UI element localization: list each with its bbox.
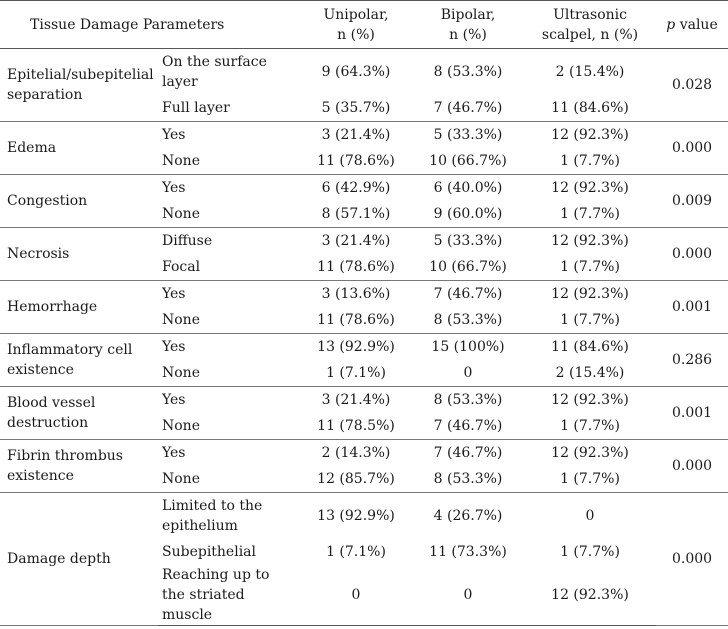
unipolar-cell: 6 (42.9%) — [321, 180, 391, 196]
p-value-cell: 0.000 — [656, 122, 728, 175]
unipolar-cell: 11 (78.6%) — [300, 148, 412, 175]
p-value-cell: 0.001 — [656, 387, 728, 440]
unipolar-cell: 1 (7.1%) — [300, 360, 412, 387]
ultrasonic-cell: 12 (92.3%) — [524, 565, 656, 626]
unipolar-cell: 3 (21.4%) — [321, 233, 391, 249]
unipolar-cell: 5 (35.7%) — [300, 95, 412, 122]
header-bipolar-line2: n (%) — [449, 26, 487, 43]
table-header — [0, 1, 728, 49]
ultrasonic-cell: 12 (92.3%) — [551, 127, 629, 143]
bipolar-cell: 6 (40.0%) — [433, 180, 503, 196]
subcategory-cell: None — [158, 360, 300, 387]
ultrasonic-cell: 11 (84.6%) — [524, 95, 656, 122]
subcategory-cell: On the surface layer — [162, 54, 267, 90]
bipolar-cell: 8 (53.3%) — [412, 466, 524, 493]
unipolar-cell: 9 (64.3%) — [321, 64, 391, 80]
header-ultrasonic-line1: Ultrasonic — [553, 6, 627, 23]
header-parameters: Tissue Damage Parameters — [0, 1, 300, 49]
bipolar-cell: 0 — [412, 360, 524, 387]
bipolar-cell: 7 (46.7%) — [433, 445, 503, 461]
subcategory-cell: None — [158, 466, 300, 493]
ultrasonic-cell: 2 (15.4%) — [524, 360, 656, 387]
table-row — [0, 493, 728, 540]
subcategory-cell: None — [158, 307, 300, 334]
subcategory-cell: Yes — [162, 445, 186, 461]
ultrasonic-cell: 12 (92.3%) — [551, 180, 629, 196]
table-row — [0, 228, 728, 255]
bipolar-cell: 15 (100%) — [431, 339, 505, 355]
unipolar-cell: 12 (85.7%) — [300, 466, 412, 493]
p-value-cell: 0.001 — [656, 281, 728, 334]
parameter-cell: Epitelial/subepitelial separation — [0, 49, 158, 122]
parameter-cell: Inflammatory cell existence — [0, 334, 158, 387]
parameter-cell: Edema — [0, 122, 158, 175]
table-row — [0, 122, 728, 149]
header-ultrasonic-line2: scalpel, n (%) — [541, 26, 639, 43]
subcategory-cell: None — [158, 201, 300, 228]
unipolar-cell: 3 (21.4%) — [321, 392, 391, 408]
subcategory-cell: Limited to the epithelium — [162, 498, 263, 534]
bipolar-cell: 10 (66.7%) — [412, 148, 524, 175]
ultrasonic-cell: 1 (7.7%) — [524, 307, 656, 334]
unipolar-cell: 8 (57.1%) — [300, 201, 412, 228]
ultrasonic-cell: 1 (7.7%) — [524, 254, 656, 281]
table-row — [0, 175, 728, 202]
header-p-rest: value — [675, 16, 718, 33]
parameter-cell: Necrosis — [0, 228, 158, 281]
header-bipolar — [412, 1, 524, 49]
bipolar-cell: 0 — [412, 565, 524, 626]
ultrasonic-cell: 1 (7.7%) — [524, 201, 656, 228]
table-body — [0, 49, 728, 626]
subcategory-cell: None — [158, 148, 300, 175]
unipolar-cell: 13 (92.9%) — [317, 508, 395, 524]
header-p-italic: p — [666, 16, 676, 33]
ultrasonic-cell: 2 (15.4%) — [555, 64, 625, 80]
unipolar-cell: 0 — [300, 565, 412, 626]
table-row — [0, 387, 728, 414]
header-unipolar-line1: Unipolar, — [323, 6, 389, 23]
p-value-cell: 0.000 — [656, 228, 728, 281]
subcategory-cell: Yes — [162, 339, 186, 355]
bipolar-cell: 5 (33.3%) — [433, 233, 503, 249]
bipolar-cell: 5 (33.3%) — [433, 127, 503, 143]
header-bipolar-line1: Bipolar, — [440, 6, 496, 23]
subcategory-cell: Yes — [162, 392, 186, 408]
parameter-cell: Damage depth — [0, 493, 158, 626]
p-value-cell: 0.000 — [656, 440, 728, 493]
unipolar-cell: 2 (14.3%) — [321, 445, 391, 461]
ultrasonic-cell: 12 (92.3%) — [551, 286, 629, 302]
subcategory-cell: Focal — [158, 254, 300, 281]
bipolar-cell: 4 (26.7%) — [433, 508, 503, 524]
ultrasonic-cell: 12 (92.3%) — [551, 233, 629, 249]
bipolar-cell: 11 (73.3%) — [429, 544, 507, 560]
unipolar-cell: 11 (78.6%) — [300, 307, 412, 334]
bipolar-cell: 9 (60.0%) — [412, 201, 524, 228]
bipolar-cell: 8 (53.3%) — [412, 307, 524, 334]
ultrasonic-cell: 1 (7.7%) — [524, 413, 656, 440]
subcategory-cell: Full layer — [158, 95, 300, 122]
p-value-cell: 0.009 — [656, 175, 728, 228]
ultrasonic-cell: 12 (92.3%) — [551, 445, 629, 461]
subcategory-cell: Subepithelial — [162, 544, 257, 560]
bipolar-cell: 7 (46.7%) — [412, 413, 524, 440]
parameter-cell: Congestion — [0, 175, 158, 228]
table-row — [0, 334, 728, 361]
unipolar-cell: 11 (78.5%) — [300, 413, 412, 440]
ultrasonic-cell: 11 (84.6%) — [551, 339, 629, 355]
header-p-value — [656, 1, 728, 49]
unipolar-cell: 3 (13.6%) — [321, 286, 391, 302]
parameter-cell: Blood vessel destruction — [0, 387, 158, 440]
p-value-cell: 0.286 — [656, 334, 728, 387]
bipolar-cell: 8 (53.3%) — [433, 64, 503, 80]
unipolar-cell: 13 (92.9%) — [317, 339, 395, 355]
ultrasonic-cell: 1 (7.7%) — [524, 148, 656, 175]
parameter-cell: Hemorrhage — [0, 281, 158, 334]
p-value-cell: 0.028 — [656, 49, 728, 122]
header-unipolar — [300, 1, 412, 49]
p-value-cell: 0.000 — [656, 493, 728, 626]
subcategory-cell: Yes — [162, 180, 186, 196]
ultrasonic-cell: 1 (7.7%) — [524, 466, 656, 493]
parameter-cell: Fibrin thrombus existence — [0, 440, 158, 493]
bipolar-cell: 7 (46.7%) — [412, 95, 524, 122]
bipolar-cell: 8 (53.3%) — [433, 392, 503, 408]
subcategory-cell: Reaching up to the striated muscle — [158, 565, 300, 626]
bipolar-cell: 10 (66.7%) — [412, 254, 524, 281]
table-row — [0, 440, 728, 467]
header-unipolar-line2: n (%) — [337, 26, 375, 43]
unipolar-cell: 11 (78.6%) — [300, 254, 412, 281]
subcategory-cell: Yes — [162, 127, 186, 143]
ultrasonic-cell: 0 — [585, 508, 595, 524]
subcategory-cell: Yes — [162, 286, 186, 302]
bipolar-cell: 7 (46.7%) — [433, 286, 503, 302]
unipolar-cell: 3 (21.4%) — [321, 127, 391, 143]
ultrasonic-cell: 12 (92.3%) — [551, 392, 629, 408]
header-row — [0, 1, 728, 49]
subcategory-cell: None — [158, 413, 300, 440]
table-row — [0, 281, 728, 308]
unipolar-cell: 1 (7.1%) — [326, 544, 386, 560]
subcategory-cell: Diffuse — [162, 233, 213, 249]
header-ultrasonic — [524, 1, 656, 49]
ultrasonic-cell: 1 (7.7%) — [560, 544, 620, 560]
table-row — [0, 49, 728, 96]
